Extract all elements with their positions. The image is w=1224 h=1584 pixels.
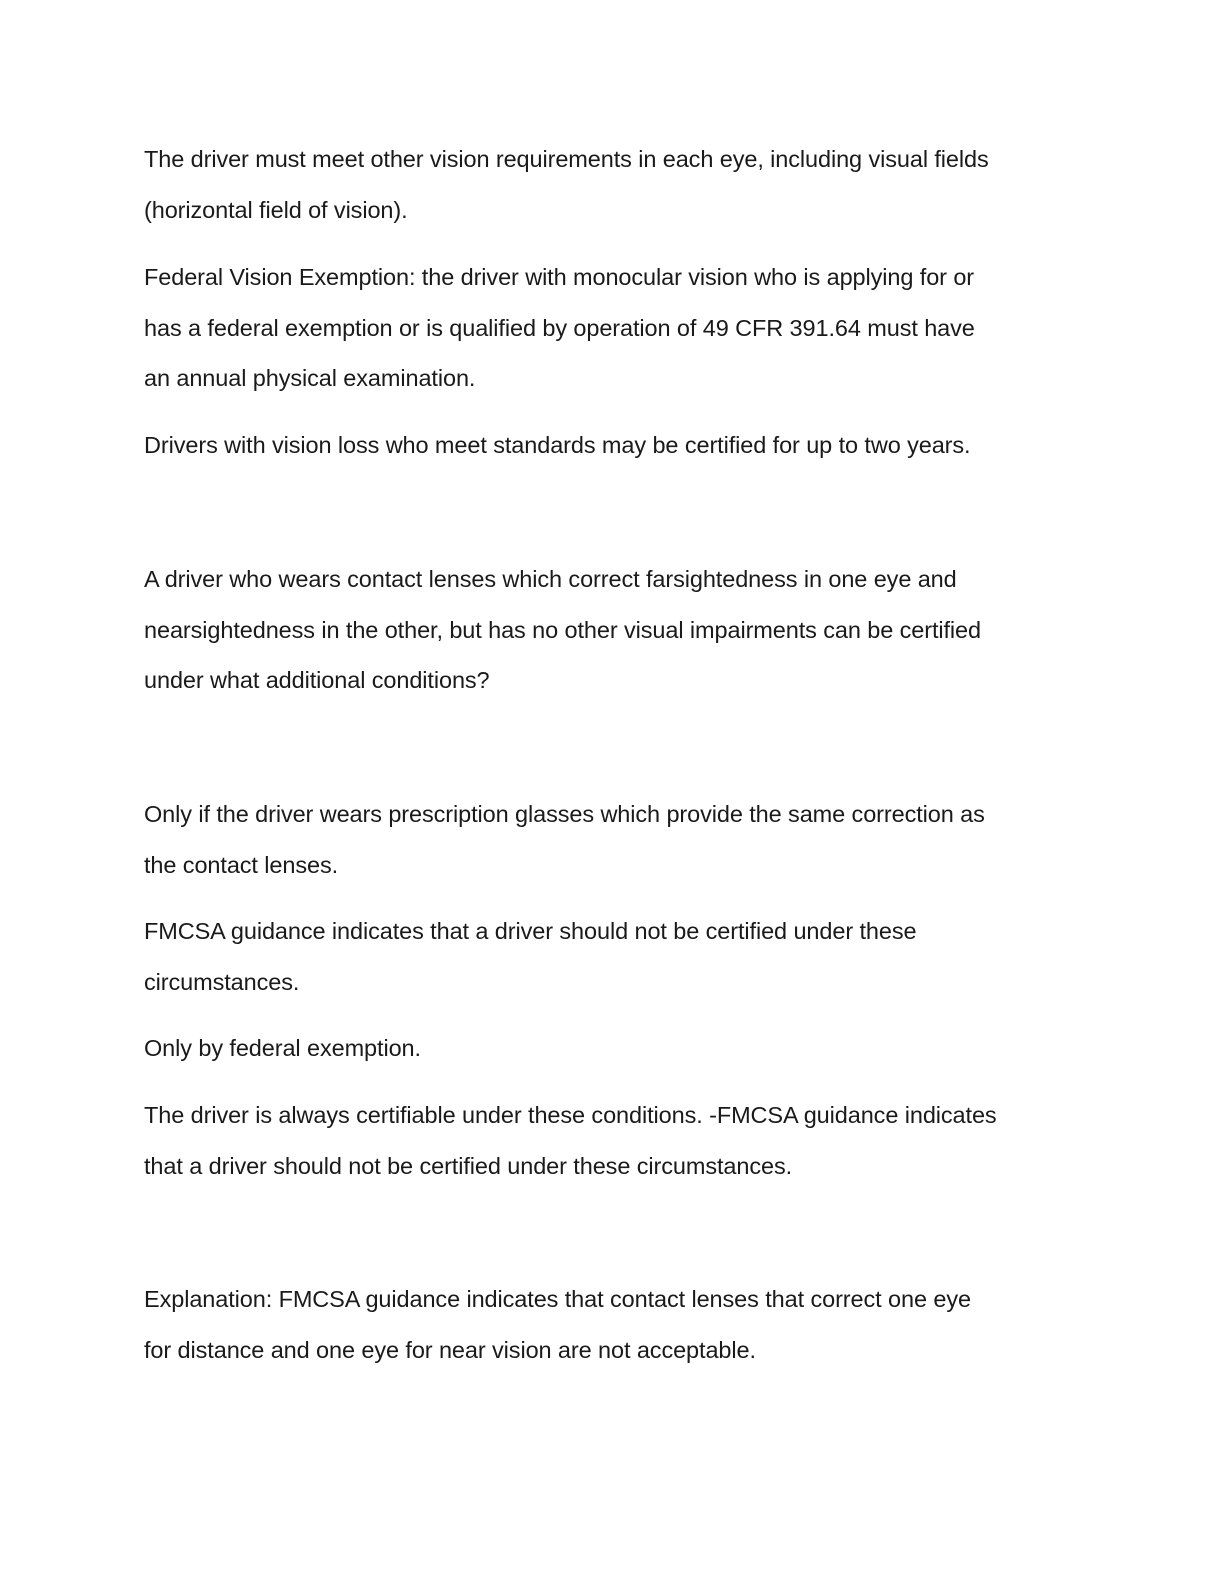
answer-option-not-certified: FMCSA guidance indicates that a driver should not be certified under these circumstances. — [144, 918, 917, 995]
answer-option-prescription-glasses: Only if the driver wears prescription glasses which provide the same correction as the contact lenses. — [144, 801, 985, 878]
question-contact-lenses: A driver who wears contact lenses which correct farsightedness in one eye and nearsightedness in the other, but has no other visual impairments can be certified under what additional conditions? — [144, 566, 981, 693]
answer-option-always-certifiable: The driver is always certifiable under these conditions. -FMCSA guidance indicates that a driver should not be certified under these circumstances. — [144, 1102, 997, 1179]
paragraph-explanation: Explanation: FMCSA guidance indicates that contact lenses that correct one eye for distance and one eye for near vision are not acceptable. — [144, 1286, 971, 1363]
answer-option-federal-exemption: Only by federal exemption. — [144, 1035, 421, 1061]
paragraph-vision-requirements: The driver must meet other vision requirements in each eye, including visual fields (horizontal field of vision). — [144, 146, 989, 223]
paragraph-federal-vision-exemption: Federal Vision Exemption: the driver with monocular vision who is applying for or has a federal exemption or is qualified by operation of 49 CFR 391.64 must have an annual physical examination. — [144, 264, 975, 391]
paragraph-certification-period: Drivers with vision loss who meet standards may be certified for up to two years. — [144, 432, 971, 458]
